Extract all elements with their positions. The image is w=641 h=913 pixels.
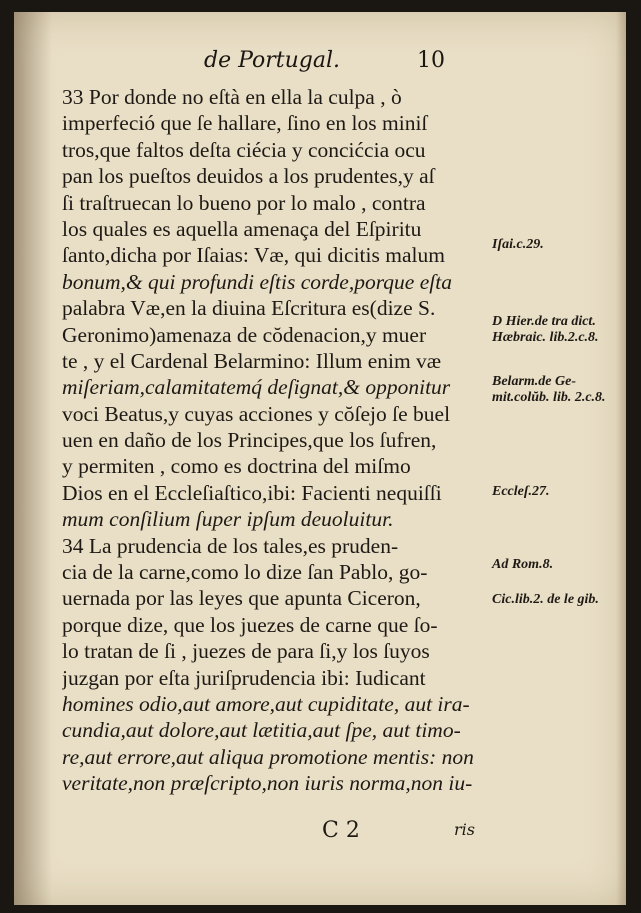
main-text-block [62, 84, 502, 797]
marginal-note: Eccleſ.27. [492, 484, 550, 499]
text-line: los quales es aquella amenaça del Eſpiritu [62, 216, 422, 241]
text-line: uen en daño de los Principes,que los ſufren, [62, 428, 437, 453]
header-title: de Portugal. [204, 48, 341, 73]
marginal-note: Ad Rom.8. [492, 557, 554, 572]
text-line: te , y el Cardenal Belarmino: Illum enim væ [62, 348, 442, 373]
marginal-note: Cic.lib.2. de le gib. [492, 592, 599, 607]
text-line: 34 La prudencia de los tales,es pruden- [62, 533, 399, 558]
marginal-note: Belarm.de Ge-mit.colŭb. lib. 2.c.8. [492, 374, 606, 405]
text-line: 33 Por donde no eſtà en ella la culpa , ò [62, 85, 402, 109]
text-line: uernada por las leyes que apunta Ciceron, [62, 586, 421, 611]
book-page [14, 12, 626, 905]
text-line: veritate,non præſcripto,non iuris norma,non iu- [62, 771, 473, 796]
text-line: imperfeció que ſe hallare, ſino en los miniſ [62, 111, 428, 136]
text-line: juzgan por eſta juriſprudencia ibi: Iudicant [62, 665, 426, 690]
marginal-note: D Hier.de tra dict. Hæbraic. lib.2.c.8. [492, 314, 599, 345]
text-line: y permiten , como es doctrina del miſmo [62, 454, 411, 479]
catchword: ris [454, 820, 475, 839]
signature-mark: C 2 [322, 818, 360, 843]
text-line: homines odio,aut amore,aut cupiditate, aut ira- [62, 691, 470, 716]
text-line: Geronimo)amenaza de cŏdenacion,y muer [62, 322, 427, 347]
text-line: porque dize, que los juezes de carne que ſo- [62, 612, 438, 637]
text-line: pan los pueſtos deuidos a los prudentes,y aſ [62, 164, 435, 189]
marginal-note: Iſai.c.29. [492, 237, 544, 252]
page-gutter-shadow [14, 12, 52, 905]
text-line: lo tratan de ſi , juezes de para ſi,y los ſuyos [62, 639, 430, 664]
text-line: Dios en el Eccleſiaſtico,ibi: Facienti nequiſſi [62, 480, 442, 505]
text-line: ſi traſtruecan lo bueno por lo malo , contra [62, 190, 426, 215]
page-number: 10 [417, 48, 446, 73]
text-line: cundia,aut dolore,aut lætitia,aut ſpe, aut timo- [62, 718, 461, 743]
page-edge [616, 12, 626, 905]
text-line: ſanto,dicha por Iſaias: Væ, qui dicitis malum [62, 243, 445, 268]
text-line: tros,que faltos deſta ciécia y concićcia ocu [62, 137, 426, 162]
text-line: palabra Væ,en la diuina Eſcritura es(dize S. [62, 296, 436, 321]
running-header [204, 48, 445, 73]
text-line: cia de la carne,como lo dize ſan Pablo, go- [62, 560, 428, 585]
text-line: mum conſilium ſuper ipſum deuoluitur. [62, 507, 394, 532]
text-line: re,aut errore,aut aliqua promotione mentis: non [62, 744, 474, 769]
text-line: miſeriam,calamitatemq́ deſignat,& opponitur [62, 375, 451, 400]
text-line: voci Beatus,y cuyas acciones y cŏſejo ſe buel [62, 401, 451, 426]
text-line: bonum,& qui profundi eſtis corde,porque eſta [62, 269, 452, 294]
